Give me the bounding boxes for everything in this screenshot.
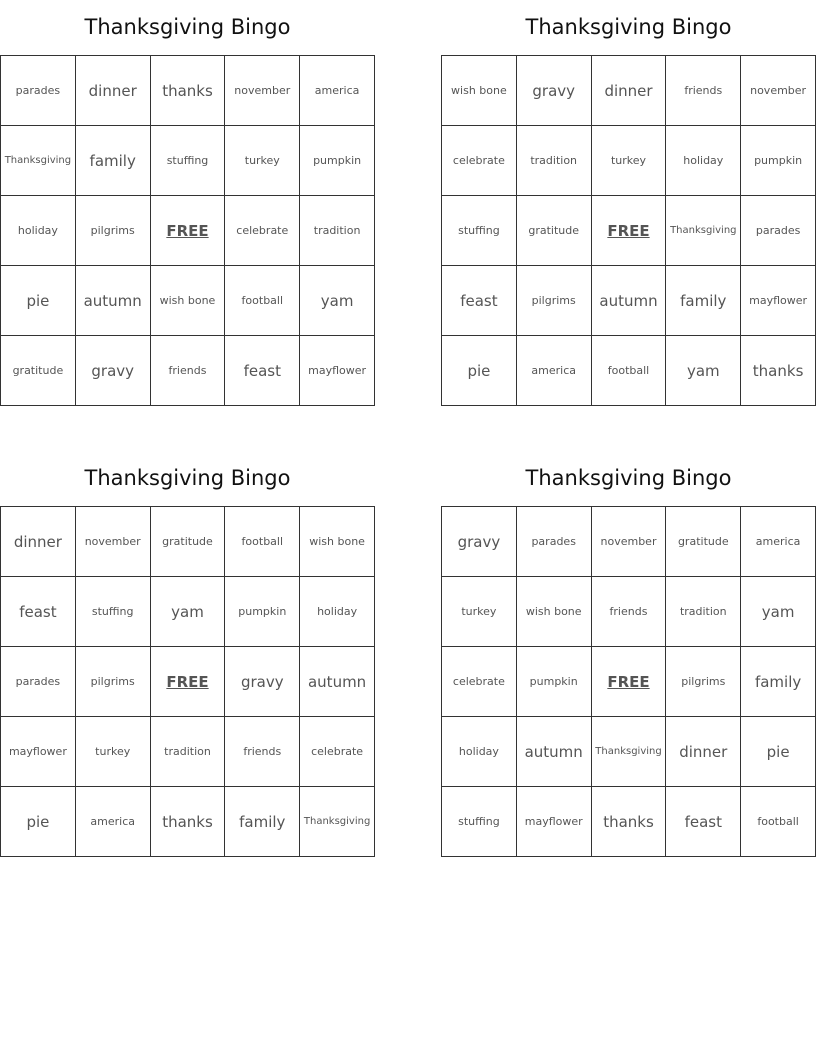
bingo-cell: mayflower	[1, 717, 76, 787]
bingo-cell: turkey	[225, 126, 300, 196]
bingo-card-4	[441, 451, 816, 857]
bingo-cell: football	[225, 266, 300, 336]
bingo-cell: autumn	[300, 647, 375, 717]
free-space: FREE	[592, 647, 667, 717]
bingo-cell: autumn	[517, 717, 592, 787]
bingo-cell: pumpkin	[741, 126, 816, 196]
bingo-cell: turkey	[592, 126, 667, 196]
free-space: FREE	[151, 196, 226, 266]
bingo-cell: dinner	[76, 56, 151, 126]
bingo-cell: pilgrims	[517, 266, 592, 336]
bingo-cell: wish bone	[442, 56, 517, 126]
bingo-cell: pie	[1, 787, 76, 857]
bingo-cell: feast	[666, 787, 741, 857]
bingo-cell: feast	[225, 336, 300, 406]
bingo-cell: celebrate	[442, 647, 517, 717]
bingo-cell: stuffing	[76, 577, 151, 647]
bingo-card-1	[0, 0, 375, 406]
bingo-cell: feast	[442, 266, 517, 336]
bingo-cell: football	[225, 507, 300, 577]
bingo-cell: tradition	[517, 126, 592, 196]
bingo-cell: november	[741, 56, 816, 126]
bingo-cell: mayflower	[300, 336, 375, 406]
bingo-cell: turkey	[76, 717, 151, 787]
bingo-cell: pie	[741, 717, 816, 787]
bingo-cell: friends	[666, 56, 741, 126]
bingo-grid	[0, 55, 375, 406]
bingo-cell: parades	[741, 196, 816, 266]
bingo-cell: november	[225, 56, 300, 126]
bingo-cell: Thanksgiving	[592, 717, 667, 787]
card-title: Thanksgiving Bingo	[84, 466, 291, 490]
bingo-cell: tradition	[300, 196, 375, 266]
bingo-cell: america	[741, 507, 816, 577]
bingo-cell: november	[76, 507, 151, 577]
bingo-cell: Thanksgiving	[666, 196, 741, 266]
bingo-cell: turkey	[442, 577, 517, 647]
bingo-cell: friends	[592, 577, 667, 647]
bingo-cell: gravy	[517, 56, 592, 126]
bingo-cell: tradition	[151, 717, 226, 787]
bingo-cell: autumn	[76, 266, 151, 336]
bingo-cell: holiday	[300, 577, 375, 647]
bingo-cell: football	[741, 787, 816, 857]
card-title: Thanksgiving Bingo	[525, 466, 732, 490]
bingo-cell: yam	[741, 577, 816, 647]
card-title: Thanksgiving Bingo	[525, 15, 732, 39]
bingo-cell: gratitude	[666, 507, 741, 577]
bingo-cell: wish bone	[151, 266, 226, 336]
bingo-cell: family	[741, 647, 816, 717]
bingo-cell: dinner	[592, 56, 667, 126]
bingo-cell: holiday	[442, 717, 517, 787]
bingo-cell: stuffing	[151, 126, 226, 196]
bingo-cell: america	[76, 787, 151, 857]
bingo-cell: stuffing	[442, 196, 517, 266]
bingo-cell: football	[592, 336, 667, 406]
bingo-cell: pumpkin	[225, 577, 300, 647]
bingo-cell: thanks	[741, 336, 816, 406]
bingo-cell: yam	[300, 266, 375, 336]
bingo-cell: holiday	[666, 126, 741, 196]
bingo-cell: mayflower	[741, 266, 816, 336]
bingo-cell: pie	[1, 266, 76, 336]
bingo-cell: gravy	[442, 507, 517, 577]
bingo-cell: pumpkin	[300, 126, 375, 196]
bingo-cell: yam	[151, 577, 226, 647]
bingo-cell: mayflower	[517, 787, 592, 857]
bingo-cell: pilgrims	[666, 647, 741, 717]
bingo-grid	[0, 506, 375, 857]
free-space: FREE	[151, 647, 226, 717]
bingo-cell: friends	[151, 336, 226, 406]
bingo-cell: family	[666, 266, 741, 336]
bingo-grid	[441, 506, 816, 857]
card-title: Thanksgiving Bingo	[84, 15, 291, 39]
bingo-cell: america	[517, 336, 592, 406]
bingo-cell: gratitude	[1, 336, 76, 406]
bingo-cell: celebrate	[225, 196, 300, 266]
bingo-cell: family	[76, 126, 151, 196]
bingo-cell: pumpkin	[517, 647, 592, 717]
bingo-cell: gratitude	[151, 507, 226, 577]
bingo-cell: celebrate	[300, 717, 375, 787]
bingo-cell: celebrate	[442, 126, 517, 196]
bingo-cell: family	[225, 787, 300, 857]
bingo-card-3	[0, 451, 375, 857]
bingo-cell: holiday	[1, 196, 76, 266]
bingo-cell: thanks	[151, 56, 226, 126]
free-space: FREE	[592, 196, 667, 266]
bingo-cell: feast	[1, 577, 76, 647]
bingo-cell: gravy	[76, 336, 151, 406]
bingo-cell: thanks	[592, 787, 667, 857]
bingo-cell: parades	[1, 56, 76, 126]
bingo-cell: pilgrims	[76, 647, 151, 717]
bingo-cell: Thanksgiving	[300, 787, 375, 857]
bingo-cell: parades	[1, 647, 76, 717]
bingo-card-2	[441, 0, 816, 406]
bingo-cell: wish bone	[517, 577, 592, 647]
bingo-grid	[441, 55, 816, 406]
bingo-cell: friends	[225, 717, 300, 787]
bingo-cell: wish bone	[300, 507, 375, 577]
bingo-cell: stuffing	[442, 787, 517, 857]
bingo-cell: gratitude	[517, 196, 592, 266]
bingo-cell: dinner	[666, 717, 741, 787]
bingo-cell: pilgrims	[76, 196, 151, 266]
bingo-cell: november	[592, 507, 667, 577]
bingo-cell: Thanksgiving	[1, 126, 76, 196]
bingo-cell: gravy	[225, 647, 300, 717]
bingo-cell: thanks	[151, 787, 226, 857]
bingo-cell: america	[300, 56, 375, 126]
bingo-cell: tradition	[666, 577, 741, 647]
bingo-cell: yam	[666, 336, 741, 406]
bingo-cell: autumn	[592, 266, 667, 336]
bingo-cell: dinner	[1, 507, 76, 577]
bingo-cell: pie	[442, 336, 517, 406]
bingo-cell: parades	[517, 507, 592, 577]
